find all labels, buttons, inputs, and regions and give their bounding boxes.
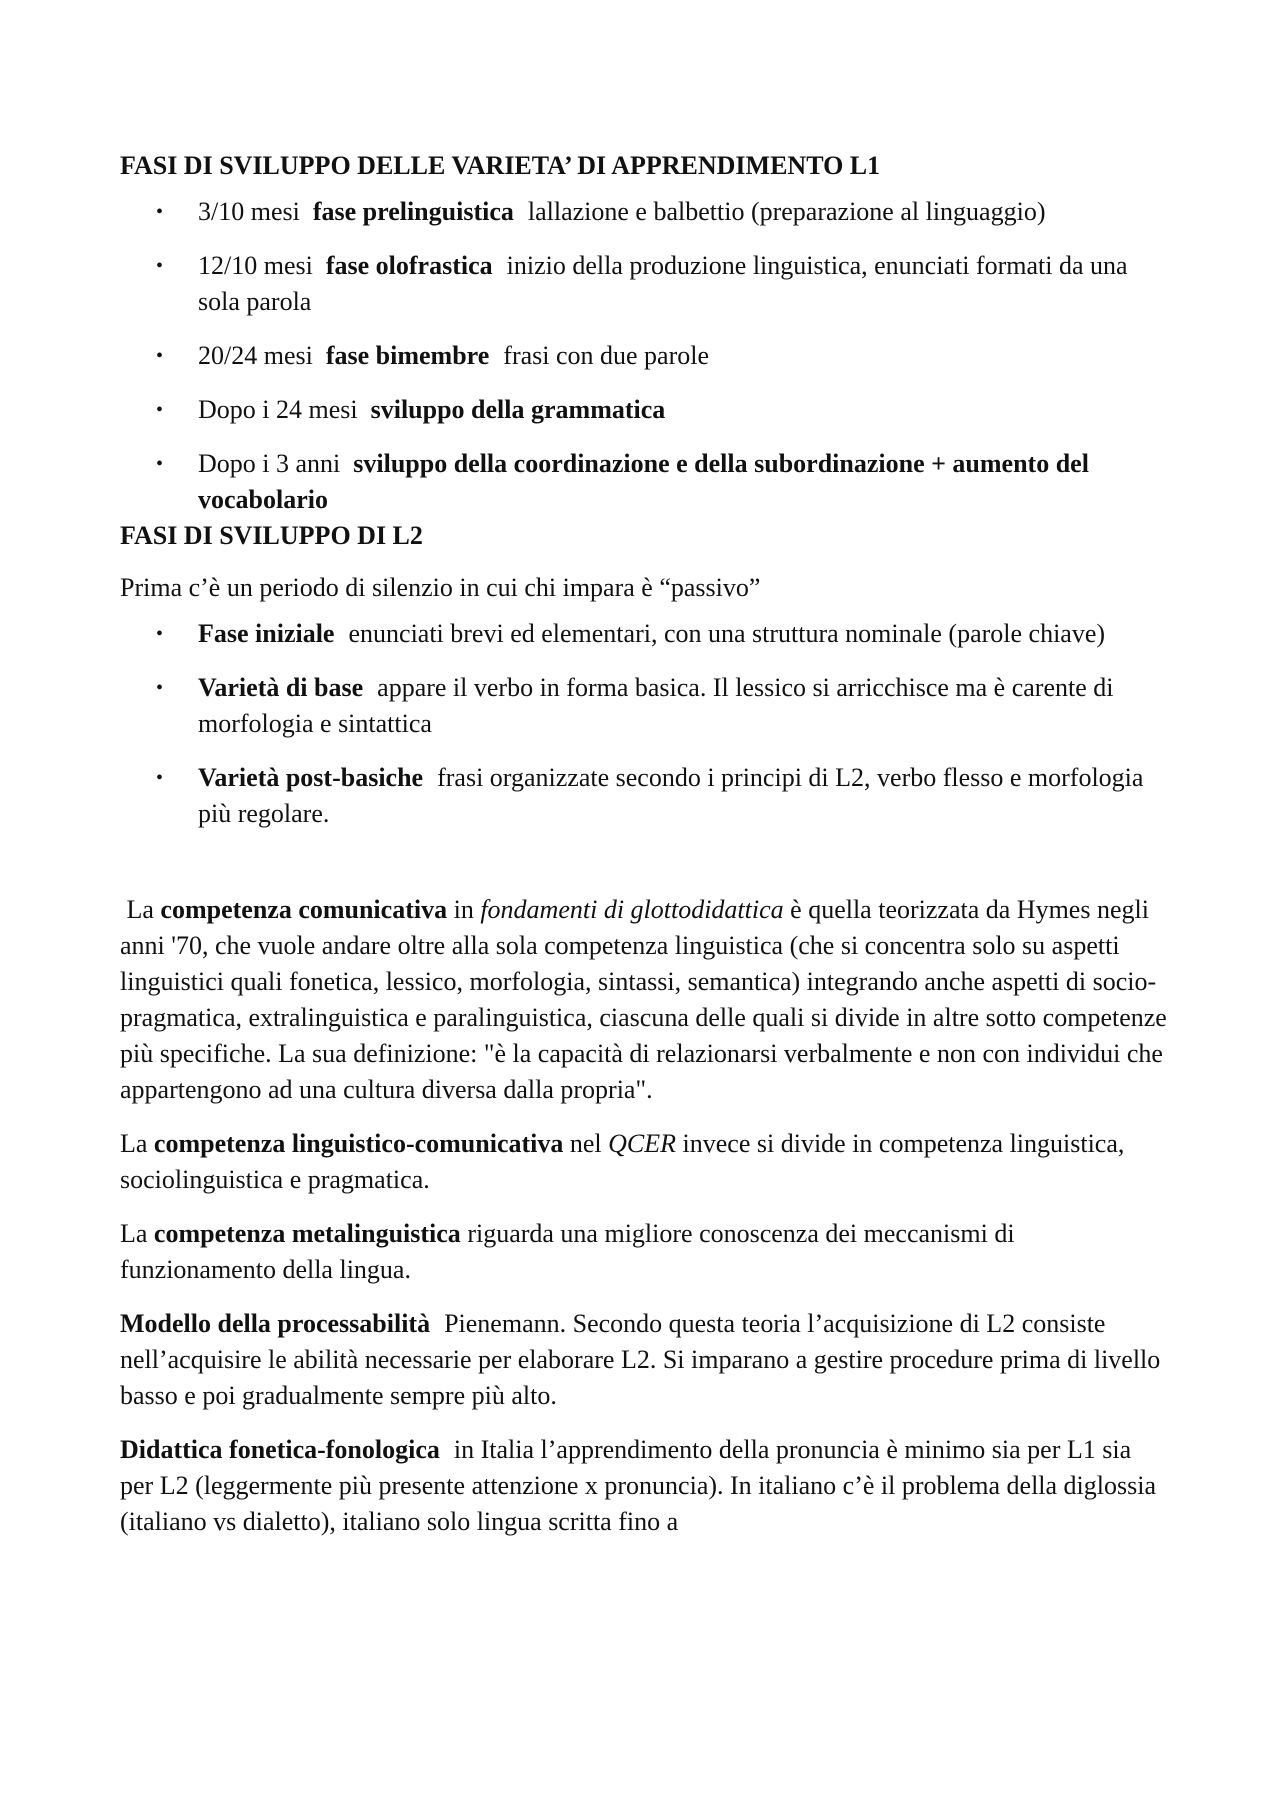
paragraph-text: La	[120, 1129, 148, 1158]
list-item	[120, 760, 1170, 832]
item-lead: 12/10 mesi	[198, 251, 313, 280]
paragraph-didattica-fonetica	[120, 1432, 1170, 1540]
paragraph-italic: QCER	[608, 1129, 677, 1158]
list-item	[120, 670, 1170, 742]
item-desc: enunciati brevi ed elementari, con una struttura nominale (parole chiave)	[348, 619, 1106, 648]
paragraph-text: è quella teorizzata da Hymes negli anni '70, che vuole andare oltre alla sola competenza linguistica (che si concentra solo su aspetti linguistici quali fonetica, lessico, morfologia, sintassi, semantica) integrando anche aspetti di socio-pragmatica, extralinguistica e paralinguistica, ciascuna delle quali si divide in altre sotto competenze più specifiche. La sua definizione: "è la capacità di relazionarsi verbalmente e non con individui che appartengono ad una cultura diversa dalla propria".	[120, 895, 1167, 1104]
bullet-icon: •	[156, 767, 164, 789]
l2-intro: Prima c’è un periodo di silenzio in cui chi impara è “passivo”	[120, 573, 761, 602]
item-term: fase prelinguistica	[312, 197, 514, 226]
item-lead: Dopo i 24 mesi	[198, 395, 358, 424]
paragraph-competenza-metalinguistica	[120, 1216, 1170, 1288]
list-item	[120, 392, 1170, 428]
paragraph-term: Modello della processabilità	[120, 1309, 431, 1338]
item-term: fase olofrastica	[325, 251, 493, 280]
paragraph-text: Pienemann. Secondo questa teoria l’acquisizione di L2 consiste nell’acquisire le abilità necessarie per elaborare L2. Si imparano a gestire procedure prima di livello basso e poi gradualmente sempre più alto.	[120, 1309, 1161, 1410]
list-item	[120, 338, 1170, 374]
bullet-icon: •	[156, 201, 164, 223]
section-title-l1: FASI DI SVILUPPO DELLE VARIETA’ DI APPRENDIMENTO L1	[120, 151, 881, 180]
item-desc: appare il verbo in forma basica. Il lessico si arricchisce ma è carente di morfologia e sintattica	[198, 673, 1114, 738]
list-item	[120, 616, 1170, 652]
paragraph-competenza-linguistico-comunicativa	[120, 1126, 1170, 1198]
paragraph-competenza-comunicativa	[120, 892, 1170, 1108]
item-desc: inizio della produzione linguistica, enunciati formati da una sola parola	[198, 251, 1128, 316]
item-lead: 20/24 mesi	[198, 341, 313, 370]
item-desc: frasi con due parole	[503, 341, 710, 370]
bullet-icon: •	[156, 623, 164, 645]
paragraph-text: riguarda una migliore conoscenza dei meccanismi di funzionamento della lingua.	[120, 1219, 1015, 1284]
item-term: Fase iniziale	[198, 619, 335, 648]
bullet-icon: •	[156, 345, 164, 367]
l1-stages-list	[120, 194, 1170, 518]
paragraph-italic: fondamenti di glottodidattica	[480, 895, 784, 924]
paragraph-term: Didattica fonetica-fonologica	[120, 1435, 440, 1464]
item-term: fase bimembre	[325, 341, 490, 370]
paragraph-term: competenza linguistico-comunicativa	[153, 1129, 564, 1158]
item-term: Varietà post-basiche	[198, 763, 424, 792]
item-desc: lallazione e balbettio (preparazione al linguaggio)	[527, 197, 1046, 226]
list-item	[120, 248, 1170, 320]
list-item	[120, 446, 1170, 518]
bullet-icon: •	[156, 399, 164, 421]
list-item	[120, 194, 1170, 230]
item-lead: Dopo i 3 anni	[198, 449, 341, 478]
item-term: sviluppo della grammatica	[370, 395, 666, 424]
item-term: Varietà di base	[198, 673, 364, 702]
paragraph-modello-processabilita	[120, 1306, 1170, 1414]
bullet-icon: •	[156, 453, 164, 475]
paragraph-text: La	[126, 895, 154, 924]
paragraph-term: competenza metalinguistica	[153, 1219, 461, 1248]
paragraph-term: competenza comunicativa	[160, 895, 448, 924]
l2-stages-list	[120, 616, 1170, 832]
paragraph-text: in Italia l’apprendimento della pronuncia è minimo sia per L1 sia per L2 (leggermente più presente attenzione x pronuncia). In italiano c’è il problema della diglossia (italiano vs dialetto), italiano solo lingua scritta fino a	[120, 1435, 1157, 1536]
item-lead: 3/10 mesi	[198, 197, 300, 226]
section-title-l2: FASI DI SVILUPPO DI L2	[120, 521, 423, 550]
bullet-icon: •	[156, 255, 164, 277]
paragraph-text: La	[120, 1219, 148, 1248]
paragraph-text: in	[453, 895, 474, 924]
paragraph-text: invece si divide in competenza linguistica, sociolinguistica e pragmatica.	[120, 1129, 1125, 1194]
document-content	[120, 148, 1170, 1540]
paragraph-text: nel	[569, 1129, 602, 1158]
bullet-icon: •	[156, 677, 164, 699]
item-term: sviluppo della coordinazione e della subordinazione + aumento del vocabolario	[198, 449, 1089, 514]
item-desc: frasi organizzate secondo i principi di L2, verbo flesso e morfologia più regolare.	[198, 763, 1144, 828]
